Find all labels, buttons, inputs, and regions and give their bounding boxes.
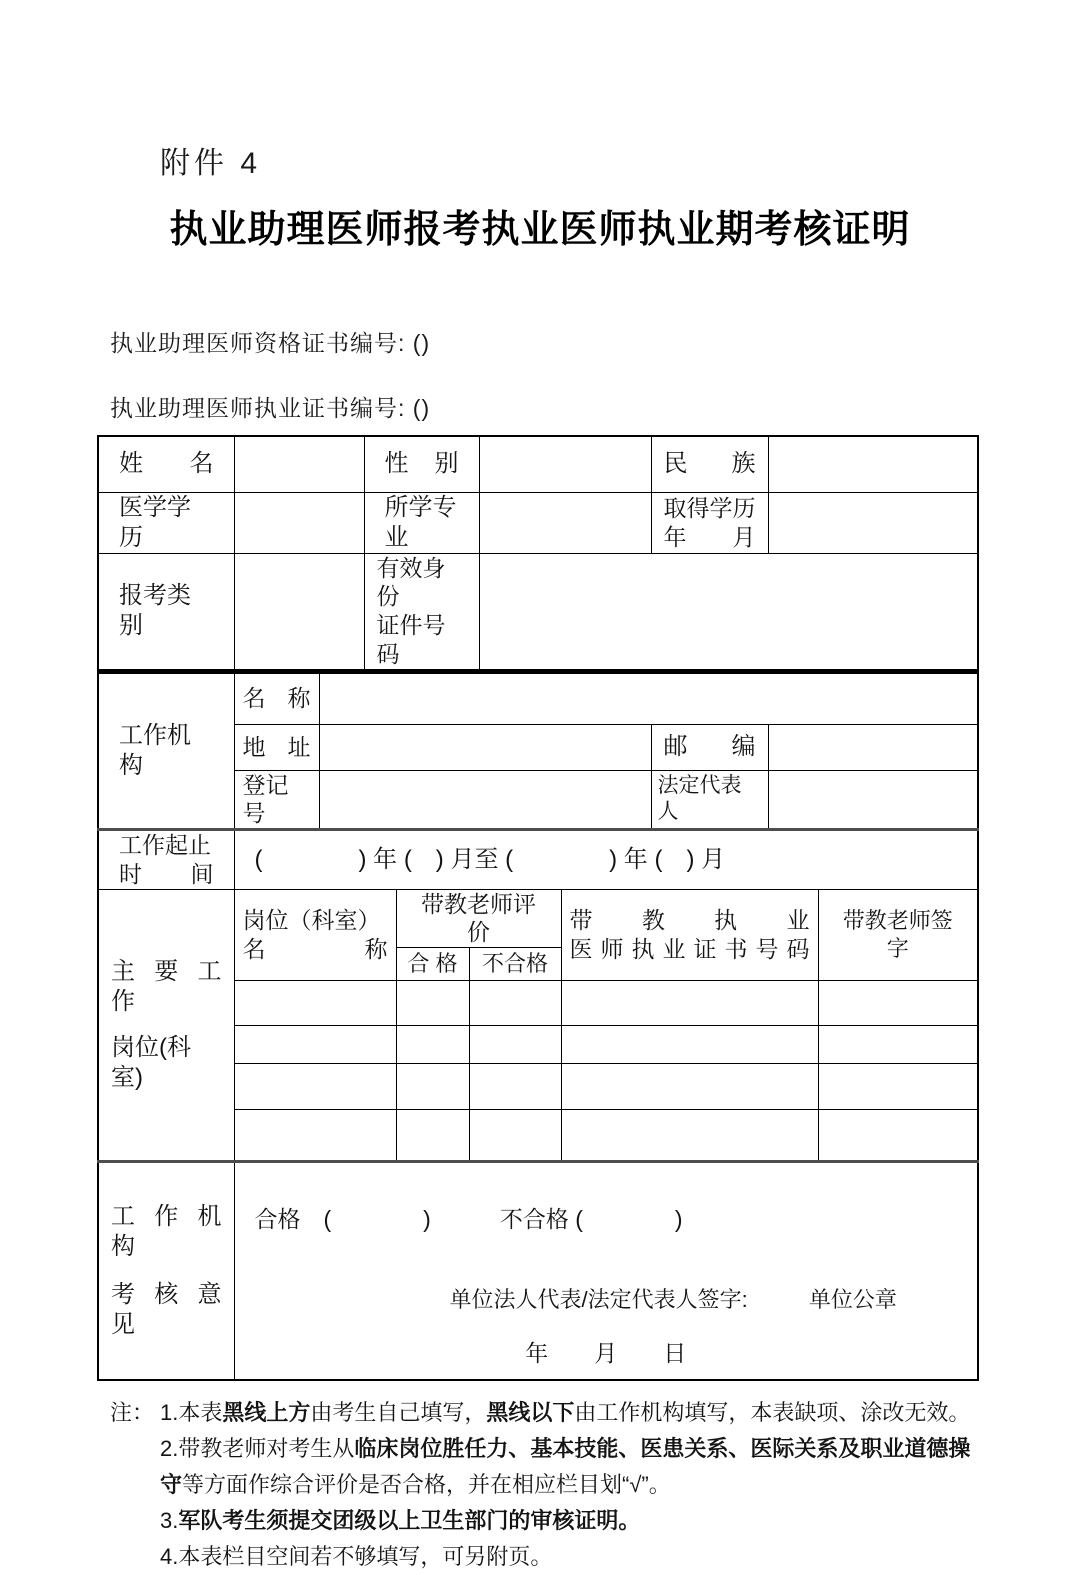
edu-date-value-cell <box>768 492 978 553</box>
page-title: 执业助理医师报考执业医师执业期考核证明 <box>169 209 911 251</box>
major-label: 所学专业 <box>364 492 479 553</box>
assessment-label-line2: 考 核 意 见 <box>111 1280 222 1338</box>
post-name-header-line2: 名 称 <box>242 935 388 962</box>
note-segment-bold: 黑线以下 <box>486 1399 575 1425</box>
attachment-label: 附件 4 <box>160 147 262 180</box>
note-segment: 由考生自己填写， <box>310 1399 487 1425</box>
edu-date-label-line2: 年 月 <box>663 523 756 550</box>
postcode-value-cell <box>768 724 978 770</box>
gender-label: 性 别 <box>364 436 479 492</box>
notes-list <box>160 1395 988 1575</box>
legal-rep-label: 法定代表人 <box>651 770 768 830</box>
row-assessment <box>98 1162 978 1380</box>
pass-cell <box>396 1026 469 1064</box>
edu-date-label <box>651 492 768 553</box>
qualification-cert-no-line: 执业助理医师资格证书编号: () <box>110 330 431 356</box>
fail-header: 不合格 <box>469 948 561 981</box>
note-segment-bold: 临床岗位胜任力、基本技能、医患关系、医际关系及职业道德操守 <box>160 1435 971 1497</box>
assessment-seal-label: 单位公章 <box>808 1286 897 1312</box>
period-label <box>98 830 234 890</box>
assessment-sign-line <box>235 1286 978 1314</box>
teacher-sign-cell <box>818 1026 978 1064</box>
assessment-date-line: 年 月 日 <box>525 1340 687 1367</box>
post-name-cell <box>234 981 396 1026</box>
org-label: 工作机构 <box>98 671 234 830</box>
fail-cell <box>469 1064 561 1110</box>
org-addr-label: 地 址 <box>234 724 319 770</box>
post-section-label-line2: 岗位(科室) <box>111 1033 191 1091</box>
notes-prefix: 注： <box>110 1399 155 1425</box>
assessment-form-table <box>97 435 979 1381</box>
name-label: 姓 名 <box>98 436 234 492</box>
row-name-gender-ethnicity <box>98 436 978 492</box>
fail-cell <box>469 1110 561 1162</box>
post-name-header-line1: 岗位（科室） <box>242 907 381 933</box>
note-segment: 3. <box>160 1507 179 1533</box>
post-name-cell <box>234 1026 396 1064</box>
org-addr-value-cell <box>319 724 651 770</box>
teacher-cert-header <box>561 889 818 981</box>
note-item <box>160 1395 988 1431</box>
education-value-cell <box>234 492 364 553</box>
post-name-header <box>234 889 396 981</box>
row-category-id <box>98 553 978 671</box>
row-post-header-top <box>98 889 978 948</box>
assessment-content-cell <box>234 1162 978 1380</box>
ethnicity-label: 民 族 <box>651 436 768 492</box>
note-segment: 4.本表栏目空间若不够填写，可另附页。 <box>160 1543 553 1569</box>
assessment-sign-label: 单位法人代表/法定代表人签字: <box>449 1286 748 1312</box>
teacher-sign-header: 带教老师签字 <box>818 889 978 981</box>
note-segment: 1.本表 <box>160 1399 223 1425</box>
teacher-sign-cell <box>818 1110 978 1162</box>
fail-cell <box>469 1026 561 1064</box>
pass-cell <box>396 981 469 1026</box>
practice-cert-no-line: 执业助理医师执业证书编号: () <box>110 395 431 421</box>
post-name-cell <box>234 1110 396 1162</box>
postcode-label: 邮 编 <box>651 724 768 770</box>
education-label: 医学学历 <box>98 492 234 553</box>
edu-date-label-line1: 取得学历 <box>663 494 756 521</box>
reg-no-label: 登记号 <box>234 770 319 830</box>
category-label: 报考类别 <box>98 553 234 671</box>
assessment-label <box>98 1162 234 1380</box>
pass-header: 合 格 <box>396 948 469 981</box>
period-label-line2: 时 间 <box>119 860 214 887</box>
teacher-sign-cell <box>818 1064 978 1110</box>
id-label-line2: 证件号码 <box>376 612 446 667</box>
period-label-line1: 工作起止 <box>119 832 211 858</box>
pass-cell <box>396 1110 469 1162</box>
pass-cell <box>396 1064 469 1110</box>
category-value-cell <box>234 553 364 671</box>
org-name-label: 名 称 <box>234 671 319 724</box>
note-item <box>160 1539 988 1575</box>
post-section-label <box>98 889 234 1162</box>
teacher-eval-header: 带教老师评价 <box>396 889 561 948</box>
major-value-cell <box>479 492 651 553</box>
post-name-cell <box>234 1064 396 1110</box>
teacher-cert-header-line1: 带 教 执 业 <box>569 907 810 933</box>
reg-no-value-cell <box>319 770 651 830</box>
note-segment: 由工作机构填写，本表缺项、涂改无效。 <box>574 1399 971 1425</box>
row-org-name <box>98 671 978 724</box>
row-work-period <box>98 830 978 890</box>
teacher-sign-cell <box>818 981 978 1026</box>
teacher-cert-cell <box>561 1064 818 1110</box>
id-label-line1: 有效身份 <box>376 554 446 610</box>
legal-rep-value-cell <box>768 770 978 830</box>
assessment-label-line1: 工 作 机 构 <box>111 1202 222 1260</box>
note-segment-bold: 军队考生须提交团级以上卫生部门的审核证明。 <box>178 1507 641 1533</box>
gender-value-cell <box>479 436 651 492</box>
teacher-cert-cell <box>561 1026 818 1064</box>
notes-section <box>110 1395 988 1575</box>
ethnicity-value-cell <box>768 436 978 492</box>
teacher-cert-cell <box>561 981 818 1026</box>
fail-cell <box>469 981 561 1026</box>
teacher-cert-cell <box>561 1110 818 1162</box>
note-segment: 2.带教老师对考生从 <box>160 1435 355 1461</box>
note-item <box>160 1503 988 1539</box>
period-value-cell: ( ) 年 ( ) 月至 ( ) 年 ( ) 月 <box>234 830 978 890</box>
note-segment: 等方面作综合评价是否合格，并在相应栏目划“√”。 <box>182 1471 671 1497</box>
row-education-major <box>98 492 978 553</box>
assessment-pass-line: 合格 ( ) 不合格 ( ) <box>254 1206 683 1232</box>
id-number-label <box>364 553 479 671</box>
name-value-cell <box>234 436 364 492</box>
note-item <box>160 1431 988 1503</box>
post-section-label-line1: 主 要 工 作 <box>111 957 222 1015</box>
note-segment-bold: 黑线上方 <box>222 1399 311 1425</box>
org-name-value-cell <box>319 671 978 724</box>
id-number-value-cell <box>479 553 978 671</box>
teacher-cert-header-line2: 医 师 执 业 证 书 号 码 <box>569 935 810 962</box>
